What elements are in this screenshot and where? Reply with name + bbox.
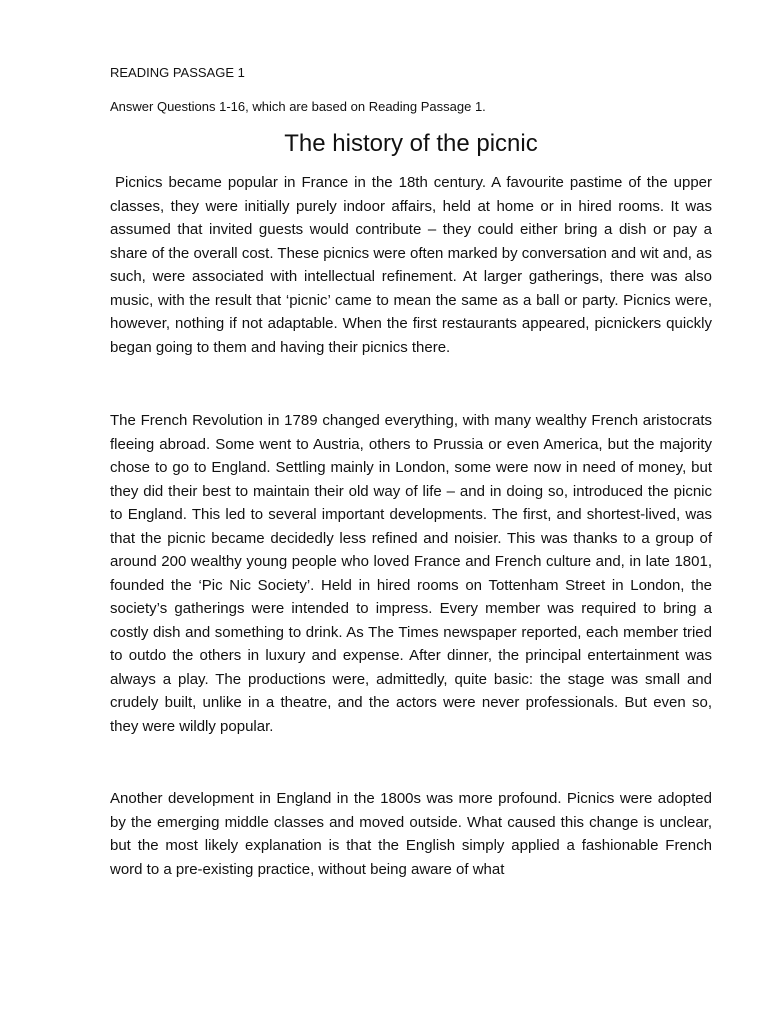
section-label: READING PASSAGE 1 xyxy=(110,65,245,80)
paragraph-1: Picnics became popular in France in the 18th century. A favourite pastime of the upper classes, they were initially purely indoor affairs, held at home or in hired rooms. It was assumed that invited guests would contribute – they could either bring a dish or pay a share of the overall cost. These picnics were often marked by conversation and wit and, as such, were associated with intellectual refinement. At larger gatherings, there was also music, with the result that ‘picnic’ came to mean the same as a ball or party. Picnics were, however, nothing if not adaptable. When the first restaurants appeared, picnickers quickly began going to them and having their picnics there. xyxy=(110,174,712,356)
paragraph-2: The French Revolution in 1789 changed everything, with many wealthy French aristocrats fleeing abroad. Some went to Austria, others to Prussia or even America, but the majority chose to go to England. Settling mainly in London, some were now in need of money, but they did their best to maintain their old way of life – and in doing so, introduced the picnic to England. This led to several important developments. The first, and shortest-lived, was that the picnic became decidedly less refined and noisier. This was thanks to a group of around 200 wealthy young people who loved France and French culture and, in late 1801, founded the ‘Pic Nic Society’. Held in hired rooms on Tottenham Street in London, the society’s gatherings were intended to impress. Every member was required to bring a costly dish and something to drink. As The Times newspaper reported, each member tried to outdo the others in luxury and expense. After dinner, the principal entertainment was always a play. The productions were, admittedly, quite basic: the stage was small and crudely built, unlike in a theatre, and the actors were never professionals. But even so, they were wildly popular. xyxy=(110,412,712,735)
paragraph-3: Another development in England in the 1800s was more profound. Picnics were adopted by the emerging middle classes and moved outside. What caused this change is unclear, but the most likely explanation is that the English simply applied a fashionable French word to a pre-existing practice, without being aware of what xyxy=(110,790,712,878)
instructions-text: Answer Questions 1-16, which are based on Reading Passage 1. xyxy=(110,99,486,114)
passage-container xyxy=(110,64,712,881)
passage-title: The history of the picnic xyxy=(284,130,538,157)
